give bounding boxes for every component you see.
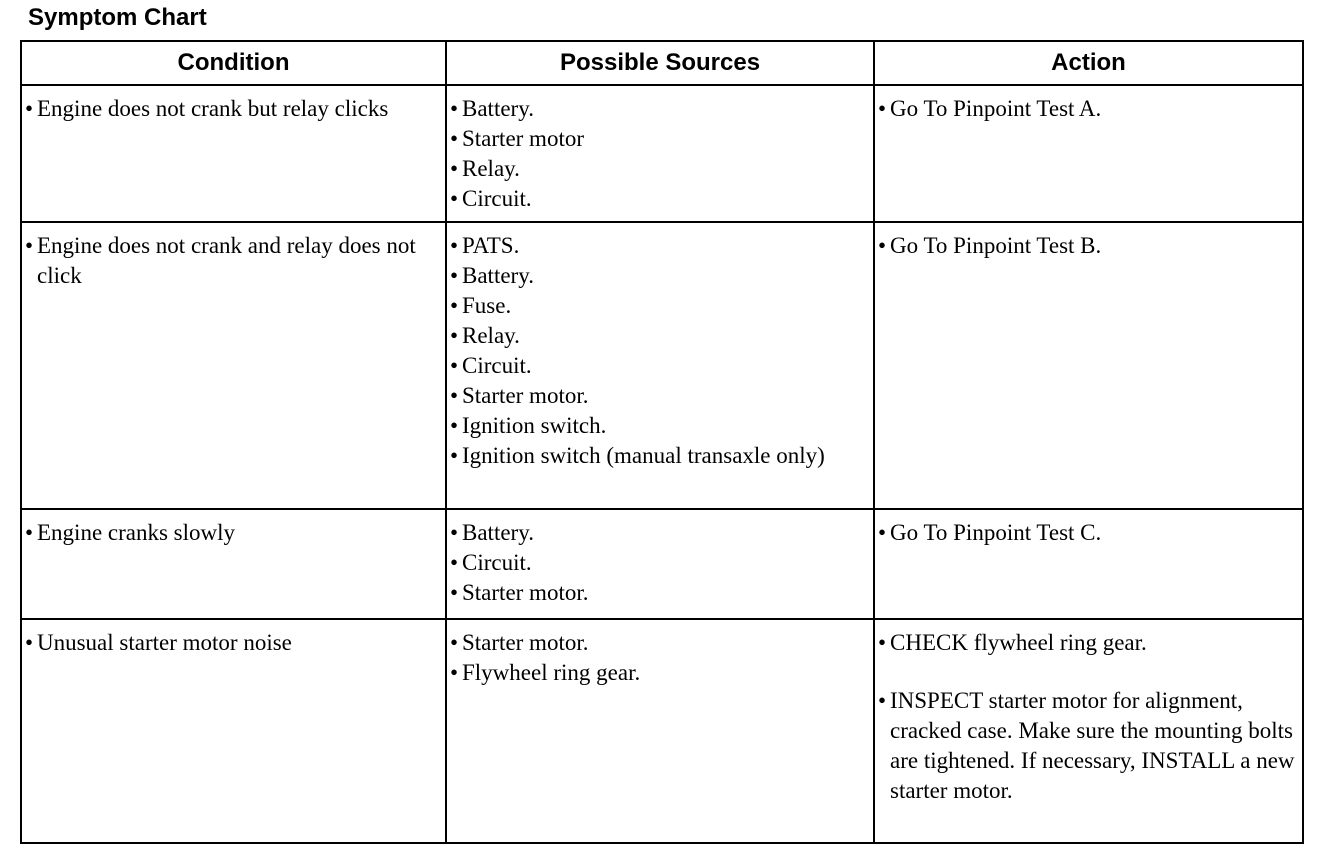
table-row <box>21 619 1303 843</box>
sources-cell <box>446 619 874 843</box>
header-possible-sources: Possible Sources <box>446 41 874 85</box>
action-cell <box>874 509 1303 619</box>
action-item: • CHECK flywheel ring gear. <box>878 628 1298 658</box>
condition-text: • Engine cranks slowly <box>25 518 441 548</box>
source-item: • Circuit. <box>450 184 869 214</box>
condition-cell <box>21 222 446 509</box>
table-row <box>21 509 1303 619</box>
source-item: • Flywheel ring gear. <box>450 658 869 688</box>
header-action: Action <box>874 41 1303 85</box>
condition-cell <box>21 509 446 619</box>
action-cell <box>874 85 1303 222</box>
source-item: • Battery. <box>450 518 869 548</box>
header-row <box>21 41 1303 85</box>
source-item: • Starter motor. <box>450 578 869 608</box>
source-item: • Battery. <box>450 94 869 124</box>
source-item: • Starter motor. <box>450 381 869 411</box>
header-condition: Condition <box>21 41 446 85</box>
condition-cell <box>21 619 446 843</box>
table-row <box>21 222 1303 509</box>
action-item: • Go To Pinpoint Test A. <box>878 94 1298 124</box>
sources-cell <box>446 85 874 222</box>
source-item: • Starter motor. <box>450 628 869 658</box>
source-item: • Fuse. <box>450 291 869 321</box>
action-item: • INSPECT starter motor for alignment, cracked case. Make sure the mounting bolts are tightened. If necessary, INSTALL a new starter motor. <box>878 686 1298 806</box>
sources-cell <box>446 509 874 619</box>
condition-text: • Engine does not crank but relay clicks <box>25 94 441 124</box>
condition-cell <box>21 85 446 222</box>
action-cell <box>874 619 1303 843</box>
source-item: • Ignition switch (manual transaxle only) <box>450 441 869 471</box>
source-item: • Starter motor <box>450 124 869 154</box>
condition-text: • Unusual starter motor noise <box>25 628 441 658</box>
symptom-table <box>20 40 1304 844</box>
action-item: • Go To Pinpoint Test C. <box>878 518 1298 548</box>
action-item: • Go To Pinpoint Test B. <box>878 231 1298 261</box>
source-item: • Circuit. <box>450 351 869 381</box>
chart-title: Symptom Chart <box>28 4 207 31</box>
source-item: • Ignition switch. <box>450 411 869 441</box>
action-cell <box>874 222 1303 509</box>
source-item: • Battery. <box>450 261 869 291</box>
sources-cell <box>446 222 874 509</box>
source-item: • Relay. <box>450 154 869 184</box>
table-row <box>21 85 1303 222</box>
source-item: • PATS. <box>450 231 869 261</box>
source-item: • Relay. <box>450 321 869 351</box>
condition-text: • Engine does not crank and relay does not click <box>25 231 441 291</box>
source-item: • Circuit. <box>450 548 869 578</box>
